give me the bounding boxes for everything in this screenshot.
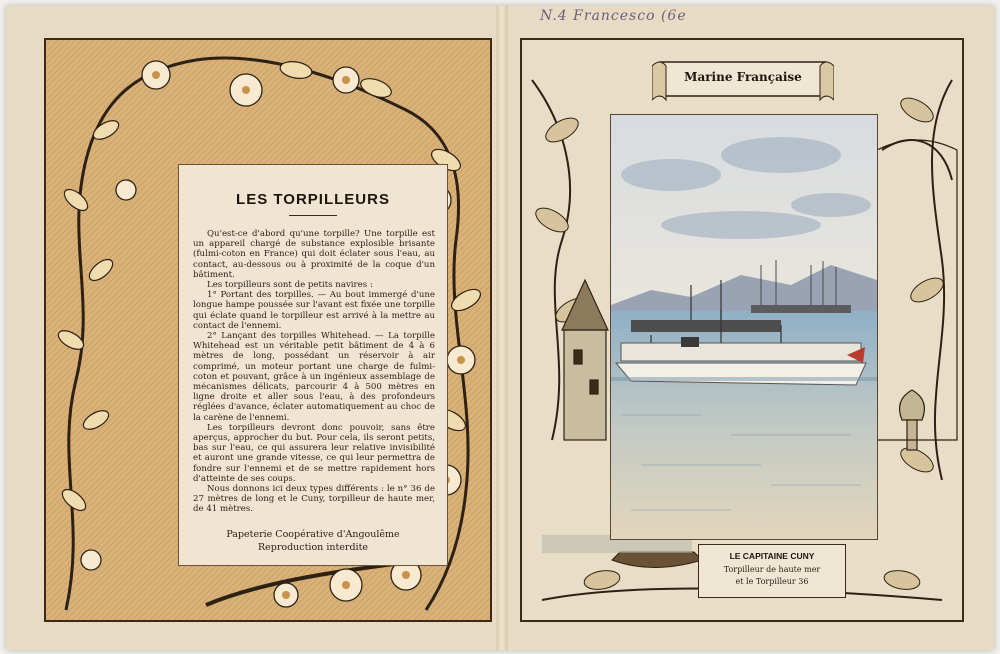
publisher-line: Papeterie Coopérative d'Angoulême bbox=[226, 529, 400, 540]
paragraph: Qu'est-ce d'abord qu'une torpille? Une torpille est un appareil chargé de substance explosible brisante (fulmi-coton en France) qui doit éclater sous l'eau, au contact, au-dessous ou à proximité de la coque d'un bâtiment. bbox=[193, 229, 435, 280]
banner-title: Marine Française bbox=[684, 70, 802, 84]
harbor-scene-illustration bbox=[610, 114, 878, 540]
handwritten-note: N.4 Francesco (6e bbox=[540, 8, 687, 24]
paragraph: 1° Portant des torpilles. — Au bout immergé d'une longue hampe poussée sur l'avant est fixée une torpille qui éclate quand le torpilleur est arrivé à la mettre au contact de l'ennemi. bbox=[193, 290, 435, 331]
center-fold bbox=[496, 6, 508, 650]
paragraph: 2° Lançant des torpilles Whitehead. — La torpille Whitehead est un véritable petit bâtiment de 4 à 6 mètres de long, possédant un réservoir à air comprimé, un moteur portant une charge de fulmi-coton et pouvant, grâce à un ingénieux assemblage de mécanismes délicats, parcourir 4 à 500 mètres en ligne droite et aller sous l'eau, à des profondeurs réglées d'avance, éclater automatiquement au choc de la carène de l'ennemi. bbox=[193, 331, 435, 423]
page-title: LES TORPILLEURS bbox=[236, 191, 390, 208]
caption-plaque bbox=[698, 544, 846, 598]
caption-title: LE CAPITAINE CUNY bbox=[729, 551, 815, 561]
paragraph: Nous donnons ici deux types différents : le n° 36 de 27 mètres de long et le Cuny, torpilleur de haute mer, de 41 mètres. bbox=[193, 484, 435, 515]
text-body bbox=[193, 229, 435, 515]
title-rule bbox=[289, 215, 337, 216]
caption-subtitle: Torpilleur de haute mer bbox=[723, 565, 821, 574]
rights-line: Reproduction interdite bbox=[257, 542, 369, 553]
torpedo-boats-picture bbox=[611, 115, 877, 539]
paragraph: Les torpilleurs sont de petits navires : bbox=[207, 280, 373, 291]
back-cover-panel bbox=[44, 38, 492, 622]
front-cover-panel bbox=[520, 38, 964, 622]
caption-subtitle: et le Torpilleur 36 bbox=[735, 577, 809, 586]
text-card bbox=[178, 164, 448, 566]
banner-ribbon bbox=[652, 56, 834, 102]
paragraph: Les torpilleurs devront donc pouvoir, sans être aperçus, approcher du but. Pour cela, ils seront petits, bas sur l'eau, ce qui assurera leur relative invisibilité et auront une grande vitesse, ce qui leur permettra de fondre sur l'ennemi et de se mettre rapidement hors d'atteinte de ses coups. bbox=[193, 422, 435, 484]
